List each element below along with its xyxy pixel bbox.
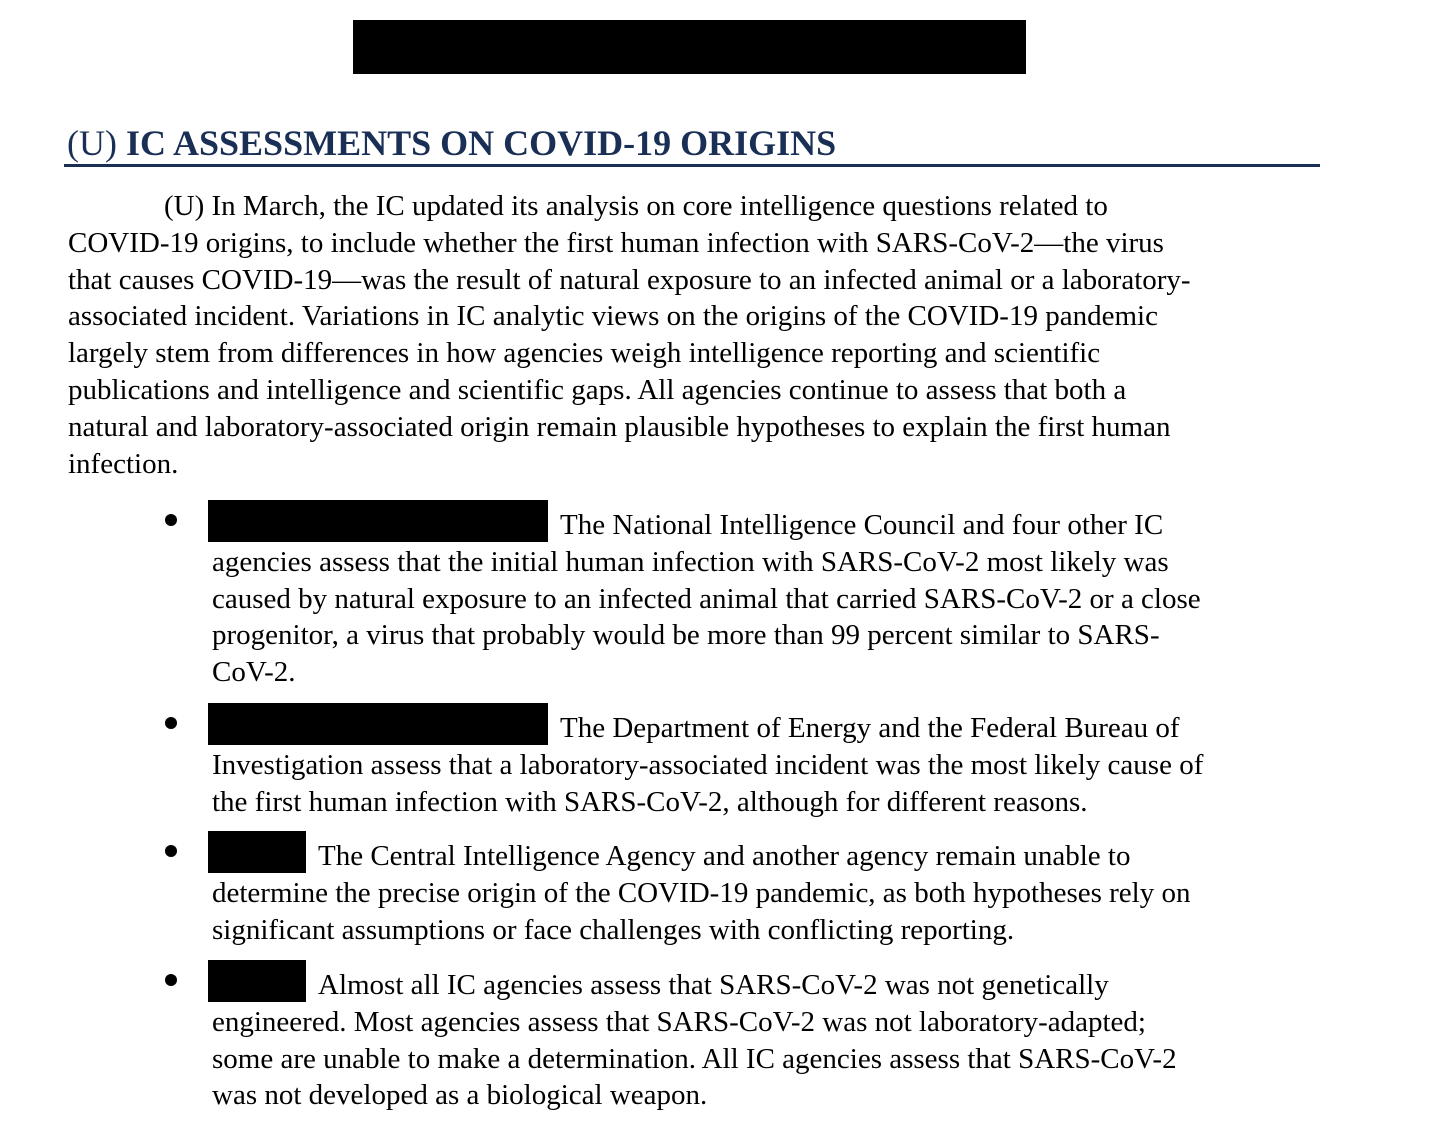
heading-title: IC ASSESSMENTS ON COVID-19 ORIGINS [125, 123, 837, 163]
bullet-line: agencies assess that the initial human infection with SARS-CoV-2 most likely was [212, 545, 1169, 578]
bullet-line: was not developed as a biological weapon. [212, 1079, 708, 1112]
bullet-dot-icon [165, 974, 177, 986]
bullet-line-text: Almost all IC agencies assess that SARS-CoV-2 was not genetically [318, 969, 1109, 1001]
heading-underline [64, 164, 1320, 167]
redaction-block [208, 960, 306, 1002]
bullet-line-text: The National Intelligence Council and four other IC [560, 509, 1164, 541]
bullet-line-text: The Department of Energy and the Federal Bureau of [560, 712, 1180, 744]
bullet-line [212, 960, 1332, 1004]
paragraph-line: natural and laboratory-associated origin remain plausible hypotheses to explain the first human [68, 410, 1171, 443]
bullet-line: some are unable to make a determination. All IC agencies assess that SARS-CoV-2 [212, 1042, 1177, 1075]
bullet-line [212, 500, 1332, 544]
intro-paragraph [68, 188, 1328, 482]
bullet-text [212, 831, 1332, 948]
bullet-line: Investigation assess that a laboratory-associated incident was the most likely cause of [212, 748, 1204, 781]
bullet-dot-icon [165, 845, 177, 857]
redaction-block [208, 703, 548, 745]
bullet-line: determine the precise origin of the COVID-19 pandemic, as both hypotheses rely on [212, 876, 1191, 909]
paragraph-line: associated incident. Variations in IC analytic views on the origins of the COVID-19 pandemic [68, 300, 1158, 333]
bullet-line: significant assumptions or face challenges with conflicting reporting. [212, 913, 1015, 946]
paragraph-line: (U) In March, the IC updated its analysis on core intelligence questions related to [164, 190, 1108, 222]
bullet-line: progenitor, a virus that probably would be more than 99 percent similar to SARS- [212, 619, 1160, 652]
bullet-line [212, 703, 1332, 747]
bullet-text [212, 960, 1332, 1114]
bullet-line: the first human infection with SARS-CoV-2, although for different reasons. [212, 785, 1088, 818]
heading-classification-marker: (U) [67, 123, 117, 163]
paragraph-line: infection. [68, 447, 179, 480]
redaction-block [208, 500, 548, 542]
redaction-block [353, 20, 1026, 74]
bullet-dot-icon [165, 514, 177, 526]
bullet-line: engineered. Most agencies assess that SARS-CoV-2 was not laboratory-adapted; [212, 1005, 1146, 1038]
bullet-text [212, 500, 1332, 691]
section-heading [67, 118, 1320, 168]
bullet-line: CoV-2. [212, 656, 296, 689]
bullet-line [212, 831, 1332, 875]
bullet-line: caused by natural exposure to an infected animal that carried SARS-CoV-2 or a close [212, 582, 1201, 615]
bullet-dot-icon [165, 717, 177, 729]
redaction-block [208, 831, 306, 873]
bullet-line-text: The Central Intelligence Agency and another agency remain unable to [318, 840, 1131, 872]
bullet-text [212, 703, 1332, 820]
paragraph-line: that causes COVID-19—was the result of natural exposure to an infected animal or a laboratory- [68, 263, 1191, 296]
paragraph-line: publications and intelligence and scientific gaps. All agencies continue to assess that both a [68, 373, 1127, 406]
paragraph-line: largely stem from differences in how agencies weigh intelligence reporting and scientific [68, 337, 1101, 370]
paragraph-line: COVID-19 origins, to include whether the first human infection with SARS-CoV-2—the virus [68, 226, 1164, 259]
